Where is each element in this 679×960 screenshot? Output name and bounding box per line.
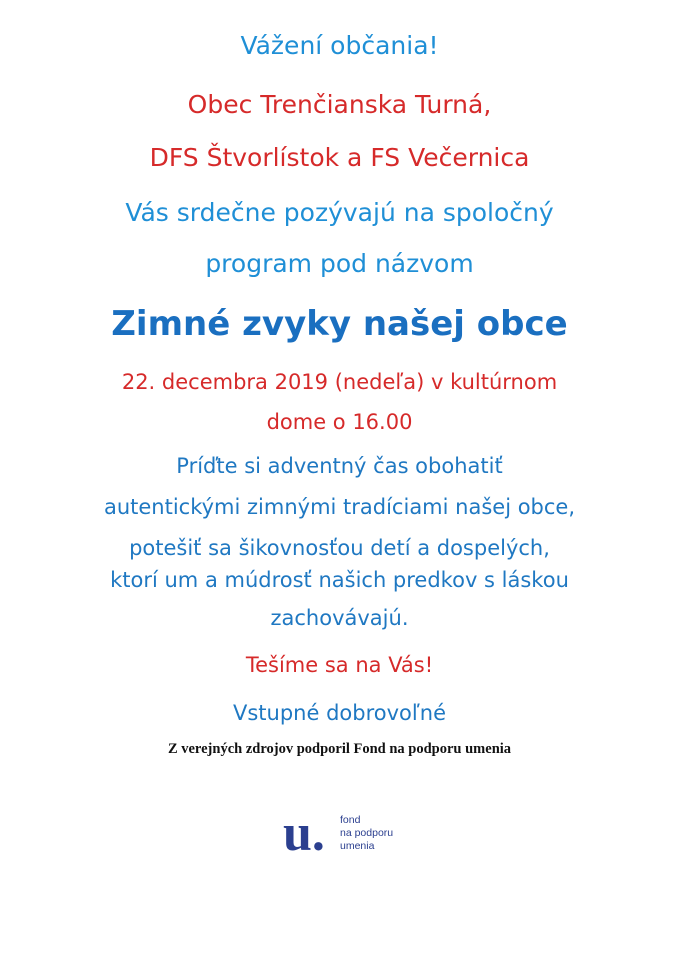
logo-text-line-2: na podporu: [340, 827, 394, 839]
logo-text: [340, 814, 393, 853]
body-line-2: autentickými zimnými tradíciami našej obce,: [103, 495, 576, 519]
body-line-3: potešiť sa šikovnosťou detí a dospelých,: [129, 536, 550, 560]
organizer-line-2: DFS Štvorlístok a FS Večernica: [149, 143, 530, 172]
invite-line-1: Vás srdečne pozývajú na spoločný: [125, 198, 554, 227]
body-line-4: ktorí um a múdrosť našich predkov s láskou: [110, 568, 569, 592]
logo-mark: u.: [283, 805, 325, 862]
closing-text: Tešíme sa na Vás!: [245, 653, 434, 677]
fund-logo: [283, 805, 413, 862]
organizer-line-1: Obec Trenčianska Turná,: [187, 90, 492, 119]
logo-text-line-1: fond: [340, 814, 361, 826]
invite-line-2: program pod názvom: [205, 249, 474, 278]
date-line-1: 22. decembra 2019 (nedeľa) v kultúrnom: [121, 370, 558, 394]
event-title: Zimné zvyky našej obce: [111, 304, 568, 344]
body-line-5: zachovávajú.: [270, 606, 409, 630]
entry-fee-text: Vstupné dobrovoľné: [233, 701, 446, 725]
date-line-2: dome o 16.00: [266, 410, 413, 434]
logo-text-line-3: umenia: [340, 840, 375, 852]
body-line-1: Príďte si adventný čas obohatiť: [176, 454, 503, 478]
funding-note: Z verejných zdrojov podporil Fond na podporu umenia: [167, 741, 512, 757]
greeting: Vážení občania!: [240, 31, 439, 60]
